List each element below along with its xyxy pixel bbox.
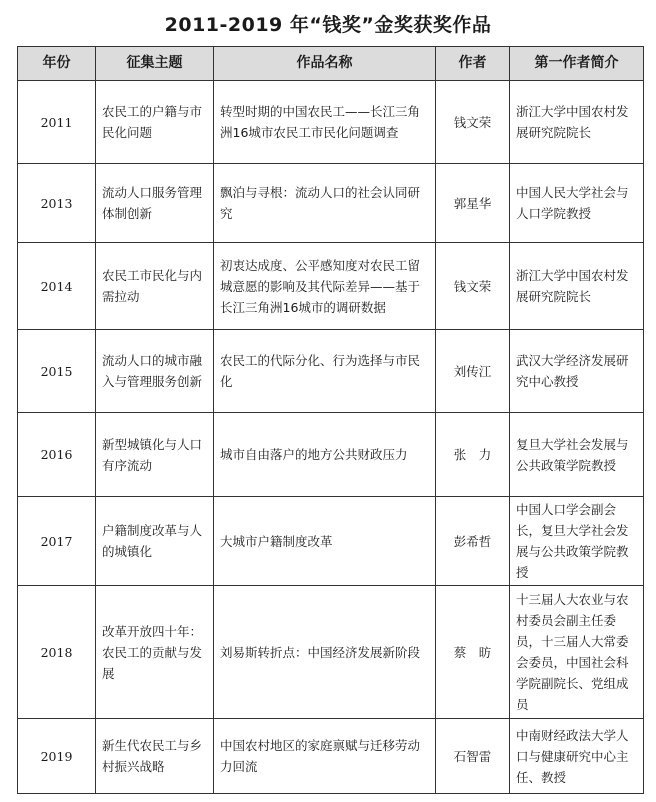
table-row	[18, 719, 644, 794]
cell-author: 钱文荣	[436, 81, 510, 164]
cell-author: 刘传江	[436, 330, 510, 413]
cell-year: 2014	[18, 243, 96, 330]
cell-year: 2019	[18, 719, 96, 794]
table-row	[18, 81, 644, 164]
cell-year: 2018	[18, 586, 96, 719]
cell-bio: 中国人民大学社会与人口学院教授	[510, 164, 644, 243]
cell-bio: 中南财经政法大学人口与健康研究中心主任、教授	[510, 719, 644, 794]
cell-work: 大城市户籍制度改革	[214, 497, 436, 586]
cell-work: 转型时期的中国农民工——长江三角洲16城市农民工市民化问题调查	[214, 81, 436, 164]
cell-author: 郭星华	[436, 164, 510, 243]
table-row	[18, 243, 644, 330]
awards-table	[17, 46, 644, 794]
table-row	[18, 330, 644, 413]
cell-bio: 浙江大学中国农村发展研究院院长	[510, 81, 644, 164]
header-year: 年份	[18, 47, 96, 81]
header-bio: 第一作者简介	[510, 47, 644, 81]
table-row	[18, 586, 644, 719]
cell-author: 张 力	[436, 413, 510, 497]
cell-topic: 新生代农民工与乡村振兴战略	[96, 719, 214, 794]
cell-year: 2017	[18, 497, 96, 586]
cell-bio: 中国人口学会副会长，复旦大学社会发展与公共政策学院教授	[510, 497, 644, 586]
cell-topic: 流动人口服务管理体制创新	[96, 164, 214, 243]
header-author: 作者	[436, 47, 510, 81]
cell-topic: 户籍制度改革与人的城镇化	[96, 497, 214, 586]
cell-work: 城市自由落户的地方公共财政压力	[214, 413, 436, 497]
cell-topic: 农民工的户籍与市民化问题	[96, 81, 214, 164]
cell-bio: 武汉大学经济发展研究中心教授	[510, 330, 644, 413]
cell-work: 飘泊与寻根：流动人口的社会认同研究	[214, 164, 436, 243]
cell-author: 蔡 昉	[436, 586, 510, 719]
table-row	[18, 497, 644, 586]
table-row	[18, 413, 644, 497]
table-header	[18, 47, 644, 81]
cell-topic: 流动人口的城市融入与管理服务创新	[96, 330, 214, 413]
table-row	[18, 164, 644, 243]
page-title: 2011-2019 年“钱奖”金奖获奖作品	[164, 14, 492, 36]
cell-work: 中国农村地区的家庭禀赋与迁移劳动力回流	[214, 719, 436, 794]
cell-topic: 新型城镇化与人口有序流动	[96, 413, 214, 497]
cell-year: 2016	[18, 413, 96, 497]
cell-work: 初衷达成度、公平感知度对农民工留城意愿的影响及其代际差异——基于长江三角洲16城市的调研数据	[214, 243, 436, 330]
cell-bio: 浙江大学中国农村发展研究院院长	[510, 243, 644, 330]
cell-bio: 复旦大学社会发展与公共政策学院教授	[510, 413, 644, 497]
cell-author: 钱文荣	[436, 243, 510, 330]
header-row	[18, 47, 644, 81]
table-body	[18, 81, 644, 794]
cell-author: 石智雷	[436, 719, 510, 794]
cell-year: 2013	[18, 164, 96, 243]
cell-year: 2015	[18, 330, 96, 413]
cell-bio: 十三届人大农业与农村委员会副主任委员，十三届人大常委会委员，中国社会科学院副院长、党组成员	[510, 586, 644, 719]
cell-author: 彭希哲	[436, 497, 510, 586]
header-work: 作品名称	[214, 47, 436, 81]
cell-work: 刘易斯转折点：中国经济发展新阶段	[214, 586, 436, 719]
cell-year: 2011	[18, 81, 96, 164]
cell-work: 农民工的代际分化、行为选择与市民化	[214, 330, 436, 413]
cell-topic: 农民工市民化与内需拉动	[96, 243, 214, 330]
cell-topic: 改革开放四十年：农民工的贡献与发展	[96, 586, 214, 719]
header-topic: 征集主题	[96, 47, 214, 81]
